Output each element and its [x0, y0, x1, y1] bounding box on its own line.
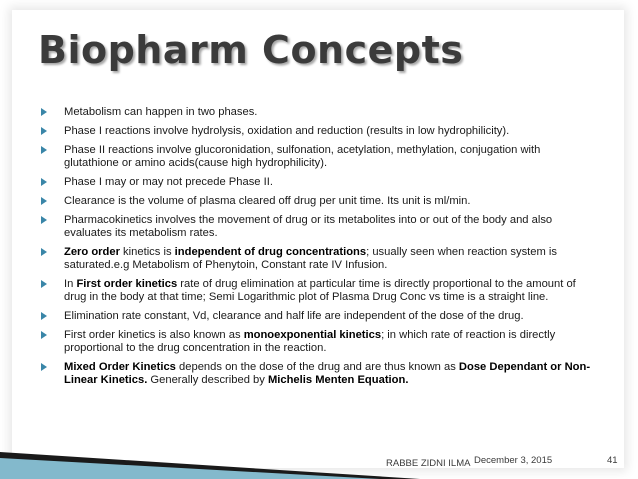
bullet-text: Generally described by [147, 374, 268, 386]
bullet-arrow-icon [41, 280, 47, 288]
footer-page-number: 41 [607, 455, 618, 466]
bullet-text: Elimination rate constant, Vd, clearance and half life are independent of the dose of the drug. [64, 310, 524, 322]
bullet-arrow-icon [41, 108, 47, 116]
blue-wedge-decoration [0, 458, 380, 479]
bullet-text: Clearance is the volume of plasma cleared off drug per unit time. Its unit is ml/min. [64, 195, 471, 207]
bullet-bold-text: First order kinetics [76, 278, 178, 290]
footer-date: December 3, 2015 [474, 455, 553, 466]
bullet-arrow-icon [41, 248, 47, 256]
bullet-text: rate of drug elimination at particular time is directly proportional to the amount of drug in the body at that time; Semi Logarithmic plot of Plasma Drug Conc vs time is a straight line. [64, 278, 576, 303]
bullet-item [40, 125, 598, 138]
bullet-bold-text: Zero order [64, 246, 120, 258]
bullet-bold-text: independent of drug concentrations [174, 246, 367, 258]
bullet-text: First order kinetics is also known as [64, 329, 244, 341]
slide-title: Biopharm Concepts [38, 28, 464, 72]
bullet-list [40, 106, 598, 393]
bullet-arrow-icon [41, 363, 47, 371]
bullet-item [40, 214, 598, 240]
bullet-arrow-icon [41, 178, 47, 186]
bullet-text: depends on the dose of the drug and are thus known as [175, 361, 459, 373]
bullet-item [40, 176, 598, 189]
bullet-item [40, 195, 598, 208]
bullet-arrow-icon [41, 331, 47, 339]
bullet-bold-text: monoexponential kinetics [243, 329, 382, 341]
bullet-arrow-icon [41, 216, 47, 224]
footer-author: RABBE ZIDNI ILMA [386, 458, 471, 469]
bullet-bold-text: Michelis Menten Equation. [267, 374, 409, 386]
bullet-text: Phase I may or may not precede Phase II. [64, 176, 273, 188]
bullet-item [40, 144, 598, 170]
bullet-bold-text: Mixed Order Kinetics [64, 361, 176, 373]
bullet-item [40, 106, 598, 119]
bullet-text: Metabolism can happen in two phases. [64, 106, 258, 118]
bullet-text: In [64, 278, 77, 290]
bullet-text: ; in which rate of reaction is directly proportional to the drug concentration in the reaction. [64, 329, 556, 354]
bullet-arrow-icon [41, 127, 47, 135]
bullet-text: ; usually seen when reaction system is saturated.e.g Metabolism of Phenytoin, Constant rate IV Infusion. [64, 246, 558, 271]
bullet-text: kinetics is [119, 246, 175, 258]
bullet-arrow-icon [41, 146, 47, 154]
bullet-arrow-icon [41, 197, 47, 205]
bullet-item [40, 361, 598, 387]
bullet-arrow-icon [41, 312, 47, 320]
bullet-item [40, 329, 598, 355]
bullet-text: Phase I reactions involve hydrolysis, oxidation and reduction (results in low hydrophilicity). [64, 125, 510, 137]
bullet-item [40, 310, 598, 323]
bullet-bold-text: Dose Dependant or Non-Linear Kinetics. [64, 361, 591, 386]
bullet-text: Pharmacokinetics involves the movement of drug or its metabolites into or out of the body and also evaluates its metabolism rates. [64, 214, 553, 239]
bullet-text: Phase II reactions involve glucoronidation, sulfonation, acetylation, methylation, conjugation with glutathione or amino acids(cause high hydrophilicity). [64, 144, 541, 169]
bullet-item [40, 278, 598, 304]
bullet-item [40, 246, 598, 272]
